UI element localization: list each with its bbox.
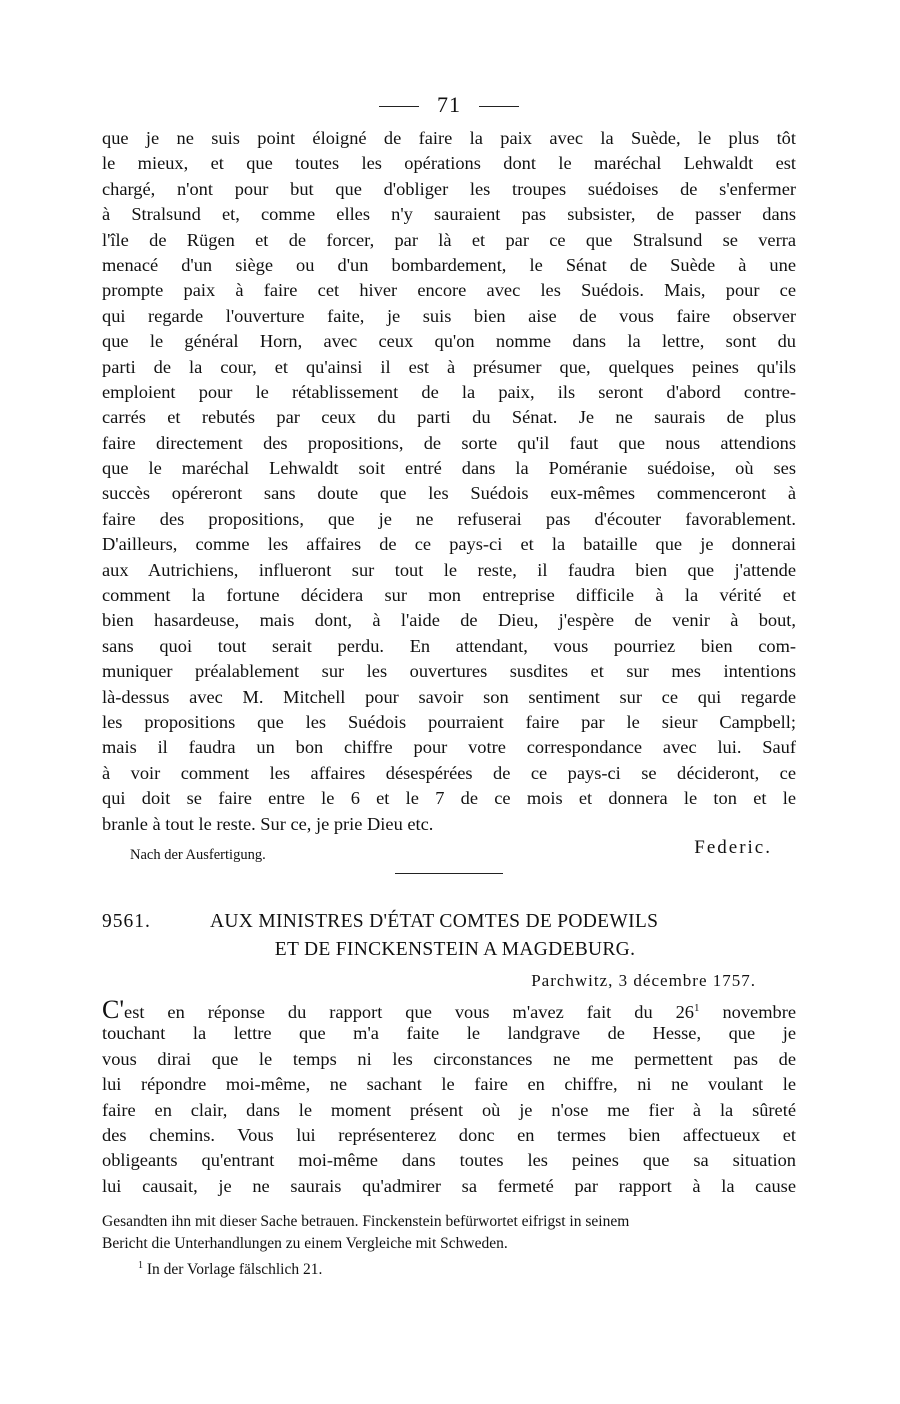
body-line: succès opéreront sans doute que les Suédois eux-mêmes commenceront à <box>102 483 796 504</box>
body-line: menacé d'un siège ou d'un bombardement, le Sénat de Suède à une <box>102 254 796 275</box>
body-line: carrés et rebutés par ceux du parti du Sénat. Je ne saurais de plus <box>102 407 796 428</box>
body-line: mais il faudra un bon chiffre pour votre correspondance avec lui. Sauf <box>102 737 796 758</box>
body-line: chargé, n'ont pour but que d'obliger les troupes suédoises de s'enfermer <box>102 178 796 199</box>
signature: Federic. <box>694 836 772 858</box>
body-line: comment la fortune décidera sur mon entreprise difficile à la vérité et <box>102 585 796 606</box>
body-line: D'ailleurs, comme les affaires de ce pays-ci et la bataille que je donnerai <box>102 534 796 555</box>
header-rule-right <box>479 106 519 107</box>
document-number: 9561. <box>102 910 151 932</box>
body-line: sans quoi tout serait perdu. En attendant, vous pourriez bien com- <box>102 635 796 656</box>
footnote-text: In der Vorlage fälschlich 21. <box>143 1261 323 1279</box>
body-line: bien hasardeuse, mais dont, à l'aide de Dieu, j'espère de venir à bout, <box>102 610 796 631</box>
body-line-text: C'est en réponse du rapport que vous m'avez fait du 26 <box>102 995 694 1025</box>
body-line: faire des propositions, que je ne refuserai pas d'écouter favorablement. <box>102 508 796 529</box>
body-line: parti de la cour, et qu'ainsi il est à présumer que, quelques peines qu'ils <box>102 356 796 377</box>
heading-line-1: AUX MINISTRES D'ÉTAT COMTES DE PODEWILS <box>210 910 659 932</box>
body-line: là-dessus avec M. Mitchell pour savoir son sentiment sur ce qui regarde <box>102 686 796 707</box>
body-line: le mieux, et que toutes les opérations dont le maréchal Lehwaldt est <box>102 153 796 174</box>
footnote-line: Gesandten ihn mit dieser Sache betrauen. Finckenstein befürwortet eifrigst in seinem <box>102 1213 630 1231</box>
body-line: touchant la lettre que m'a faite le landgrave de Hesse, que je <box>102 1023 796 1044</box>
section-divider <box>395 873 503 874</box>
body-line: lui répondre moi-même, ne sachant le faire en chiffre, ni ne voulant le <box>102 1074 796 1095</box>
body-line: à voir comment les affaires désespérées de ce pays-ci se décideront, ce <box>102 762 796 783</box>
document-heading <box>102 908 796 964</box>
document-page <box>102 88 796 1277</box>
body-line: à Stralsund et, comme elles n'y sauraient pas subsister, de passer dans <box>102 204 796 225</box>
source-note: Nach der Ausfertigung. <box>130 846 266 863</box>
body-line: que le général Horn, avec ceux qu'on nomme dans la lettre, sont du <box>102 331 796 352</box>
header-rule-left <box>379 106 419 107</box>
page-header <box>102 88 796 122</box>
heading-line-2: ET DE FINCKENSTEIN A MAGDEBURG. <box>274 938 636 960</box>
body-line: faire en clair, dans le moment présent où je n'ose me fier à la sûreté <box>102 1099 796 1120</box>
footnote-ref: 1 <box>694 1001 700 1014</box>
footnote-1 <box>102 1255 796 1277</box>
body-line: qui doit se faire entre le 6 et le 7 de ce mois et donnera le ton et le <box>102 788 796 809</box>
body-line: muniquer préalablement sur les ouvertures susdites et sur mes intentions <box>102 661 796 682</box>
body-line <box>102 995 796 1025</box>
body-line: les propositions que les Suédois pourraient faire par le sieur Campbell; <box>102 711 796 732</box>
body-line: des chemins. Vous lui représenterez donc en termes bien affectueux et <box>102 1124 796 1145</box>
dateline: Parchwitz, 3 décembre 1757. <box>531 970 756 990</box>
body-line: lui causait, je ne saurais qu'admirer sa fermeté par rapport à la cause <box>102 1175 796 1196</box>
page-number: 71 <box>437 92 461 117</box>
body-line: branle à tout le reste. Sur ce, je prie Dieu etc. <box>102 813 434 834</box>
body-line: vous dirai que le temps ni les circonstances ne me permettent pas de <box>102 1048 796 1069</box>
footnotes <box>102 1211 796 1277</box>
body-line: emploient pour le rétablissement de la paix, ils seront d'abord contre- <box>102 381 796 402</box>
letter-body-9561 <box>102 996 796 1199</box>
body-line: faire directement des propositions, de sorte qu'il faut que nous attendions <box>102 432 796 453</box>
body-line: prompte paix à faire cet hiver encore avec les Suédois. Mais, pour ce <box>102 280 796 301</box>
footnote-line: Bericht die Unterhandlungen zu einem Vergleiche mit Schweden. <box>102 1235 508 1253</box>
body-line: que je ne suis point éloigné de faire la paix avec la Suède, le plus tôt <box>102 128 796 148</box>
letter-body-continued <box>102 126 796 837</box>
body-line: obligeants qu'entrant moi-même dans toutes les peines que sa situation <box>102 1150 796 1171</box>
footnote-marker: 1 <box>138 1260 143 1272</box>
body-line: l'île de Rügen et de forcer, par là et par ce que Stralsund se verra <box>102 229 796 250</box>
body-line: qui regarde l'ouverture faite, je suis bien aise de vous faire observer <box>102 305 796 326</box>
letter-closing <box>102 837 796 869</box>
body-line-text: novembre <box>699 1002 796 1023</box>
body-line: que le maréchal Lehwaldt soit entré dans la Poméranie suédoise, où ses <box>102 458 796 479</box>
body-line: aux Autrichiens, influeront sur tout le reste, il faudra bien que j'attende <box>102 559 796 580</box>
